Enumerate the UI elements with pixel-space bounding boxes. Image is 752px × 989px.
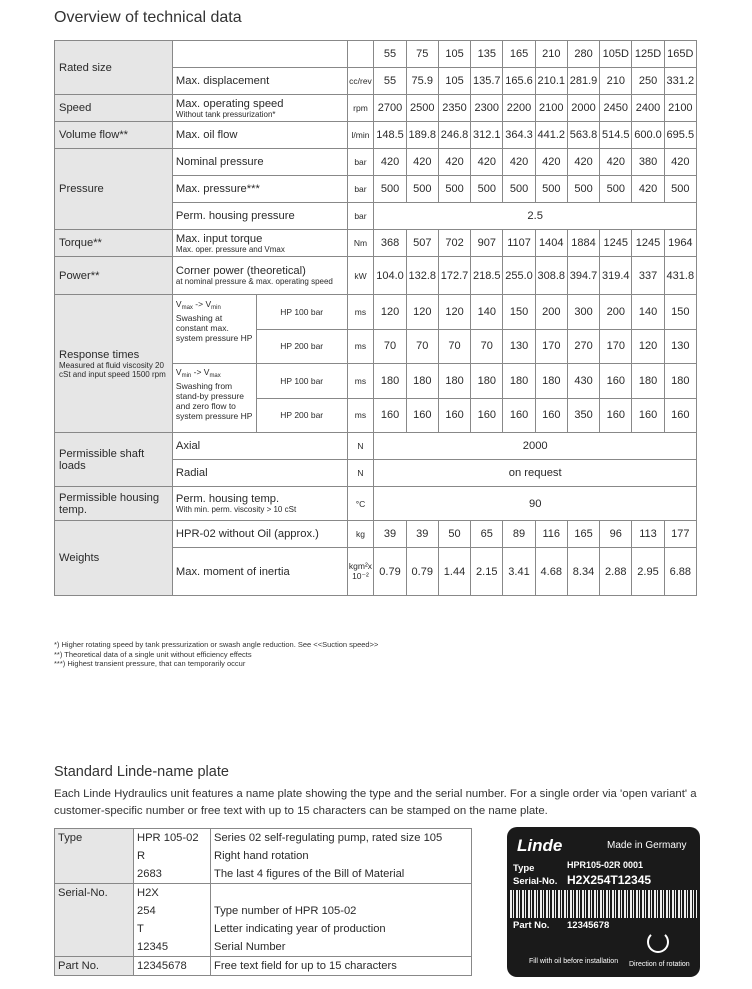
unit: ms [347,329,374,364]
field-label [55,938,134,957]
value-cell: 0.79 [406,548,438,596]
hp-label: HP 100 bar [257,295,347,330]
param-label: Perm. housing pressure [172,203,347,230]
value-cell: 120 [632,329,664,364]
rotation-arrow-icon [647,931,669,953]
value-cell: 563.8 [567,122,599,149]
value-cell: 160 [406,398,438,433]
value-cell: 1.44 [438,548,470,596]
size-header: 165D [664,41,696,68]
param-label: HPR-02 without Oil (approx.) [172,521,347,548]
unit: ms [347,295,374,330]
value-cell: 70 [438,329,470,364]
value-cell: 250 [632,68,664,95]
value-cell: 420 [503,149,535,176]
value-cell: 368 [374,230,406,257]
value-cell: 394.7 [567,257,599,295]
description-cell [211,884,472,903]
value-cell: 75.9 [406,68,438,95]
span-value: on request [374,460,697,487]
value-cell: 180 [503,364,535,399]
value-cell: 89 [503,521,535,548]
unit: cc/rev [347,68,374,95]
value-cell: 420 [471,149,503,176]
group-label: Response times [59,348,140,361]
code-cell: H2X [134,884,211,903]
footnote: ***) Highest transient pressure, that can temporarily occur [54,659,246,668]
group-label: Speed [55,95,173,122]
value-cell: 2300 [471,95,503,122]
value-cell: 8.34 [567,548,599,596]
value-cell: 1404 [535,230,567,257]
value-cell: 160 [664,398,696,433]
size-header: 105 [438,41,470,68]
value-cell: 431.8 [664,257,696,295]
section-title: Standard Linde-name plate [54,764,229,780]
value-cell: 300 [567,295,599,330]
value-cell: 500 [438,176,470,203]
value-cell: 281.9 [567,68,599,95]
value-cell: 210 [600,68,632,95]
value-cell: 500 [664,176,696,203]
value-cell: 160 [438,398,470,433]
table-row [55,847,472,865]
table-row [55,920,472,938]
value-cell: 420 [535,149,567,176]
made-in: Made in Germany [607,840,687,851]
unit: N [347,460,374,487]
value-cell: 180 [374,364,406,399]
value-cell: 500 [535,176,567,203]
code-cell: HPR 105-02 [134,829,211,848]
value-cell: 380 [632,149,664,176]
value-cell: 500 [567,176,599,203]
rated-size-label: Rated size [55,41,173,95]
value-cell: 177 [664,521,696,548]
value-cell: 514.5 [600,122,632,149]
param-label: Corner power (theoretical) [175,265,306,277]
value-cell: 420 [567,149,599,176]
group-label: Torque** [55,230,173,257]
description-cell: Serial Number [211,938,472,957]
response-desc: Swashing at constant max. system pressure HP [175,313,253,343]
value-cell: 420 [438,149,470,176]
value-cell: 1245 [632,230,664,257]
unit: ms [347,398,374,433]
value-cell: 200 [600,295,632,330]
value-cell: 105 [438,68,470,95]
size-header: 210 [535,41,567,68]
code-cell: T [134,920,211,938]
value-cell: 55 [374,68,406,95]
value-cell: 420 [406,149,438,176]
value-cell: 210.1 [535,68,567,95]
value-cell: 170 [535,329,567,364]
value-cell: 70 [406,329,438,364]
table-row [55,829,472,848]
intro-text: Each Linde Hydraulics unit features a name plate showing the type and the serial number. For a single order via 'open variant' a customer-specific number or free text with up to 15 characters can be stamped on the name plate. [54,788,697,817]
description-cell: Free text field for up to 15 characters [211,957,472,976]
footnote: *) Higher rotating speed by tank pressurization or swash angle reduction. See <<Suction speed>> [54,640,379,649]
value-cell: 695.5 [664,122,696,149]
table-row [55,902,472,920]
code-cell: 12345 [134,938,211,957]
value-cell: 246.8 [438,122,470,149]
value-cell: 150 [503,295,535,330]
param-label: Nominal pressure [172,149,347,176]
description-cell: Series 02 self-regulating pump, rated size 105 [211,829,472,848]
table-row [55,938,472,957]
value-cell: 2.95 [632,548,664,596]
description-cell: Right hand rotation [211,847,472,865]
table-row [55,884,472,903]
field-label [55,920,134,938]
value-cell: 150 [664,295,696,330]
value-cell: 132.8 [406,257,438,295]
unit: rpm [347,95,374,122]
value-cell: 148.5 [374,122,406,149]
value-cell: 337 [632,257,664,295]
param-label: Radial [172,460,347,487]
value-cell: 160 [600,364,632,399]
value-cell: 420 [632,176,664,203]
size-header: 280 [567,41,599,68]
hp-label: HP 100 bar [257,364,347,399]
value-cell: 430 [567,364,599,399]
value-cell: 2100 [664,95,696,122]
value-cell: 170 [600,329,632,364]
value-cell: 180 [535,364,567,399]
value-cell: 160 [374,398,406,433]
group-label: Pressure [55,149,173,230]
value-cell: 500 [406,176,438,203]
param-label: Axial [172,433,347,460]
value-cell: 160 [632,398,664,433]
value-cell: 3.41 [503,548,535,596]
value-cell: 1245 [600,230,632,257]
code-cell: 2683 [134,865,211,884]
size-header: 135 [471,41,503,68]
nameplate-image: Linde Made in Germany Type HPR105-02R 0001 Serial-No. H2X254T12345 Part No. 12345678 Fill with oil before installation Direction of rotation [507,827,700,977]
field-label [55,902,134,920]
value-cell: 135.7 [471,68,503,95]
value-cell: 319.4 [600,257,632,295]
param-label: Max. oil flow [172,122,347,149]
param-note: With min. perm. viscosity > 10 cSt [175,505,297,514]
value-cell: 6.88 [664,548,696,596]
param-label: Max. operating speed [175,97,284,110]
value-cell: 180 [632,364,664,399]
unit: l/min [347,122,374,149]
value-cell: 116 [535,521,567,548]
description-cell: Type number of HPR 105-02 [211,902,472,920]
unit: kW [347,257,374,295]
value-cell: 331.2 [664,68,696,95]
technical-data-table: Rated size 55 75 105 135 165 210 280 105D 125D 165D Max. displacement cc/rev 55 75.9 105 135.7 165.6 210.1 281.9 210 250 331.2 Speed Max. operating speed Without tank pressurization* rpm 2700 2500 2350 2300 2200 2100 2000 2450 2400 2100 Volume flow** Max. oil flow l/min 148.5 189.8 246.8 312.1 364.3 441.2 563.8 514.5 600.0 695.5 Pressure Nominal pressure bar 420 420 420 420 420 420 420 420 380 420 Max. pressure*** bar 500 500 500 500 500 500 500 500 420 500 Perm. housing pressure bar 2.5 Torque** Max. input torque Max. oper. pressure and Vmax Nm 368 507 702 907 1107 1404 1884 1245 1245 1964 Power** Corner power (theoretical) at nominal pressure & max. operating speed kW 104.0 132.8 172.7 218.5 255.0 308.8 394.7 319.4 337 431.8 Response times Measured at fluid viscosity 20 cSt and input speed 1500 rpm $V_{max} -> V_{min}$ Swashing at constant max. system pressure HP HP 100 bar HP 200 bar ms 120 120 120 140 150 200 300 200 140 150 ms 70 70 70 70 130 170 270 170 120 130 $V_{min} -> V_{max}$ Swashing from stand-by pressure and zero flow to system pressure HP HP 100 bar HP 200 bar ms 180 180 180 180 180 180 430 160 180 180 ms 160 160 160 160 160 160 350 160 160 160 Permissible shaft loads Axial N 2000 Radial N on request Permissible housing temp. Perm. housing temp. With min. perm. viscosity > 10 cSt °C 90 Weights HPR-02 without Oil (approx.) kg 39 39 50 65 89 116 165 96 113 177 Max. moment of inertia kgm²x 10⁻² 0.79 0.79 1.44 2.15 3.41 4.68 8.34 2.88 2.95 6.88 [54,40,697,596]
group-note: Measured at fluid viscosity 20 cSt and input speed 1500 rpm [59,360,166,379]
unit: bar [347,203,374,230]
value-cell: 2500 [406,95,438,122]
param-label: Max. displacement [172,68,347,95]
value-cell: 500 [374,176,406,203]
group-label: Power** [55,257,173,295]
value-cell: 2.15 [471,548,503,596]
value-cell: 160 [535,398,567,433]
value-cell: 189.8 [406,122,438,149]
value-cell: 364.3 [503,122,535,149]
value-cell: 160 [471,398,503,433]
size-header: 125D [632,41,664,68]
value-cell: 600.0 [632,122,664,149]
value-cell: 180 [471,364,503,399]
group-label: Volume flow** [55,122,173,149]
value-cell: 39 [374,521,406,548]
value-cell: 702 [438,230,470,257]
value-cell: 270 [567,329,599,364]
value-cell: 0.79 [374,548,406,596]
value-cell: 255.0 [503,257,535,295]
value-cell: 104.0 [374,257,406,295]
field-label [55,847,134,865]
value-cell: 1964 [664,230,696,257]
unit: kg [347,521,374,548]
table-row [55,957,472,976]
value-cell: 180 [664,364,696,399]
value-cell: 308.8 [535,257,567,295]
value-cell: 130 [664,329,696,364]
value-cell: 165 [567,521,599,548]
hp-label: HP 200 bar [280,341,324,352]
value-cell: 160 [503,398,535,433]
value-cell: 507 [406,230,438,257]
value-cell: 2400 [632,95,664,122]
page-title: Overview of technical data [54,9,242,26]
value-cell: 2100 [535,95,567,122]
value-cell: 420 [600,149,632,176]
unit: kgm²x 10⁻² [347,548,374,596]
unit: °C [347,487,374,521]
description-cell: The last 4 figures of the Bill of Material [211,865,472,884]
param-note: Without tank pressurization* [175,109,276,119]
nameplate-table [54,828,472,976]
group-label: Permissible housing temp. [55,487,173,521]
value-cell: 312.1 [471,122,503,149]
value-cell: 2200 [503,95,535,122]
value-cell: 1884 [567,230,599,257]
hp-label: HP 200 bar [280,410,324,421]
value-cell: 120 [438,295,470,330]
value-cell: 120 [374,295,406,330]
value-cell: 500 [471,176,503,203]
value-cell: 2000 [567,95,599,122]
value-cell: 140 [471,295,503,330]
value-cell: 96 [600,521,632,548]
barcode [510,890,697,918]
value-cell: 500 [600,176,632,203]
span-value: 2000 [374,433,697,460]
code-cell: R [134,847,211,865]
value-cell: 160 [600,398,632,433]
value-cell: 907 [471,230,503,257]
value-cell: 500 [503,176,535,203]
value-cell: 180 [438,364,470,399]
param-label: Max. moment of inertia [172,548,347,596]
group-label: Permissible shaft loads [55,433,173,487]
field-label: Type [55,829,134,848]
value-cell: 65 [471,521,503,548]
value-cell: 165.6 [503,68,535,95]
param-label: Perm. housing temp. [175,493,280,505]
param-note: Max. oper. pressure and Vmax [175,244,285,254]
value-cell: 218.5 [471,257,503,295]
group-label: Weights [55,521,173,596]
param-note: at nominal pressure & max. operating speed [175,277,333,286]
value-cell: 180 [406,364,438,399]
size-header: 75 [406,41,438,68]
value-cell: 172.7 [438,257,470,295]
value-cell: 2350 [438,95,470,122]
value-cell: 441.2 [535,122,567,149]
value-cell: 4.68 [535,548,567,596]
unit: Nm [347,230,374,257]
unit: bar [347,149,374,176]
footnote: **) Theoretical data of a single unit without efficiency effects [54,649,252,659]
linde-logo: Linde [517,836,563,855]
value-cell: 70 [374,329,406,364]
param-label: Max. input torque [175,232,263,245]
value-cell: 39 [406,521,438,548]
value-cell: 113 [632,521,664,548]
value-cell: 200 [535,295,567,330]
value-cell: 420 [374,149,406,176]
field-label [55,865,134,884]
span-value: 2.5 [374,203,697,230]
description-cell: Letter indicating year of production [211,920,472,938]
footnotes [54,640,378,669]
value-cell: 120 [406,295,438,330]
value-cell: 350 [567,398,599,433]
table-row [55,865,472,884]
field-label: Part No. [55,957,134,976]
value-cell: 420 [664,149,696,176]
code-cell: 12345678 [134,957,211,976]
value-cell: 2.88 [600,548,632,596]
field-label: Serial-No. [55,884,134,903]
value-cell: 70 [471,329,503,364]
param-label: Max. pressure*** [172,176,347,203]
unit: N [347,433,374,460]
value-cell: 130 [503,329,535,364]
size-header: 165 [503,41,535,68]
span-value: 90 [374,487,697,521]
code-cell: 254 [134,902,211,920]
unit: ms [347,364,374,399]
size-header: 55 [374,41,406,68]
unit: bar [347,176,374,203]
value-cell: 1107 [503,230,535,257]
size-header: 105D [600,41,632,68]
value-cell: 50 [438,521,470,548]
response-desc: Swashing from stand-by pressure and zero flow to system pressure HP [175,381,253,421]
value-cell: 140 [632,295,664,330]
value-cell: 2700 [374,95,406,122]
value-cell: 2450 [600,95,632,122]
